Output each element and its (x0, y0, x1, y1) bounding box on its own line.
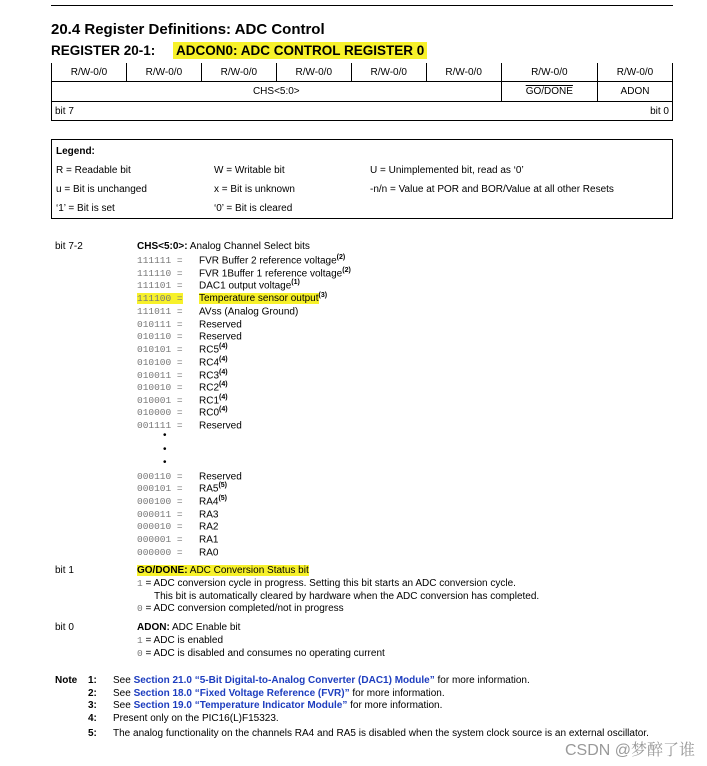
bit0-name: ADON: (137, 622, 170, 633)
register-title (51, 43, 427, 58)
chs-value-note: (4) (219, 356, 228, 363)
bit1-line1-value: 1 (137, 578, 143, 589)
chs-code: 000010 = (137, 521, 183, 532)
access-cell: R/W-0/0 (351, 63, 426, 82)
chs-value (199, 254, 345, 266)
field-chs: CHS<5:0> (52, 82, 502, 102)
chs-value (199, 495, 227, 507)
bit1-line2: This bit is automatically cleared by hardware when the ADC conversion has completed. (154, 591, 540, 602)
chs-value (199, 369, 228, 381)
bit1-heading (137, 565, 309, 576)
chs-code (137, 293, 183, 304)
access-cell: R/W-0/0 (126, 63, 201, 82)
chs-code: 010111 = (137, 319, 183, 330)
bit-left: bit 7 (55, 105, 74, 117)
chs-heading (137, 241, 310, 252)
chs-value-label: Reserved (199, 319, 242, 331)
legend-unchanged: u = Bit is unchanged (56, 184, 147, 195)
legend-set: ‘1’ = Bit is set (56, 203, 115, 214)
bit0-line1-value: 1 (137, 635, 143, 646)
note-1 (113, 675, 530, 686)
chs-value-note: (5) (218, 495, 228, 502)
bit0-line2-text: = ADC is disabled and consumes no operating current (142, 648, 385, 659)
go-done-label: GO/DONE (525, 86, 573, 97)
bit1-line3 (137, 603, 344, 614)
ellipsis-dot: • (163, 457, 167, 468)
chs-value (199, 356, 228, 368)
chs-value-label: DAC1 output voltage (199, 280, 292, 292)
field-go-done (501, 82, 597, 102)
chs-code: 010100 = (137, 357, 183, 368)
chs-code: 111111 = (137, 255, 183, 266)
chs-value-label: RC3 (199, 370, 220, 382)
chs-value (199, 406, 228, 418)
chs-value (199, 279, 300, 291)
chs-value (199, 381, 228, 393)
bit-right: bit 0 (650, 105, 669, 117)
register-table (51, 63, 673, 121)
chs-code: 111011 = (137, 306, 183, 317)
note-2 (113, 688, 445, 699)
note-number: 4: (88, 713, 97, 724)
bit0-text: ADC Enable bit (169, 622, 241, 633)
legend-por: -n/n = Value at POR and BOR/Value at all other Resets (370, 184, 614, 195)
note-1-link[interactable]: Section 21.0 “5-Bit Digital-to-Analog Converter (DAC1) Module” (133, 675, 435, 686)
chs-value (199, 546, 218, 558)
bit0-line2-value: 0 (137, 648, 143, 659)
chs-value (199, 470, 242, 482)
bit0-range: bit 0 (55, 622, 74, 633)
chs-value (199, 330, 242, 342)
chs-value-note: (4) (219, 381, 228, 388)
chs-value (199, 520, 218, 532)
note-2-link[interactable]: Section 18.0 “Fixed Voltage Reference (FVR)” (133, 688, 350, 699)
chs-value (199, 292, 327, 304)
bit1-line3-text: = ADC conversion completed/not in progress (142, 603, 344, 614)
chs-value-label: FVR 1Buffer 1 reference voltage (199, 268, 343, 280)
chs-value-label: Reserved (199, 420, 242, 432)
legend-unimplemented: U = Unimplemented bit, read as ‘0’ (370, 165, 524, 176)
chs-value-label: RC1 (199, 395, 220, 407)
chs-value (199, 318, 242, 330)
chs-code: 000001 = (137, 534, 183, 545)
chs-code: 010001 = (137, 395, 183, 406)
top-rule (51, 5, 673, 6)
chs-value (199, 343, 228, 355)
legend-readable: R = Readable bit (56, 165, 131, 176)
bit0-line1 (137, 635, 223, 646)
chs-code: 111110 = (137, 268, 183, 279)
section-title: 20.4 Register Definitions: ADC Control (51, 21, 325, 38)
chs-value (199, 508, 218, 520)
chs-code: 010010 = (137, 382, 183, 393)
chs-value (199, 267, 351, 279)
chs-value-note: (2) (342, 267, 351, 274)
chs-bit-range: bit 7-2 (55, 241, 83, 252)
chs-code: 001111 = (137, 420, 183, 431)
chs-code: 000000 = (137, 547, 183, 558)
chs-code-highlight: 111100 = (137, 293, 183, 304)
chs-code: 010101 = (137, 344, 183, 355)
chs-name: CHS<5:0>: (137, 241, 188, 252)
bit0-line1-text: = ADC is enabled (142, 635, 224, 646)
chs-value-label: RA2 (199, 521, 219, 533)
chs-code: 000110 = (137, 471, 183, 482)
chs-value-label: Temperature sensor output (199, 293, 319, 305)
register-label: REGISTER 20-1: (51, 43, 156, 58)
note-3-suffix: for more information. (347, 700, 443, 711)
chs-value (199, 482, 227, 494)
bit1-name: GO/DONE: (137, 565, 188, 576)
chs-value-note: (2) (336, 254, 346, 261)
chs-value-label: FVR Buffer 2 reference voltage (199, 255, 337, 267)
chs-code: 010011 = (137, 370, 183, 381)
chs-value-label: RC0 (199, 407, 220, 419)
chs-value-label: RC2 (199, 382, 220, 394)
access-cell: R/W-0/0 (598, 63, 673, 82)
chs-value-label: Reserved (199, 331, 242, 343)
chs-code: 000101 = (137, 483, 183, 494)
chs-value-label: RA3 (199, 509, 219, 521)
bit0-heading (137, 622, 240, 633)
chs-value-label: RC5 (199, 344, 220, 356)
chs-value (199, 419, 242, 431)
note-number: 1: (88, 675, 97, 686)
bit1-text: ADC Conversion Status bit (187, 565, 309, 576)
watermark: CSDN @梦醉了谁 (564, 742, 695, 759)
bit1-range: bit 1 (55, 565, 74, 576)
note-3-prefix: See (113, 700, 134, 711)
access-cell: R/W-0/0 (52, 63, 127, 82)
chs-value-note: (4) (219, 343, 228, 350)
chs-value-note: (1) (291, 279, 300, 286)
chs-value-label: RA1 (199, 534, 219, 546)
access-cell: R/W-0/0 (201, 63, 276, 82)
chs-value (199, 305, 298, 317)
chs-value-label: RA4 (199, 496, 219, 508)
access-cell: R/W-0/0 (276, 63, 351, 82)
note-label: Note (55, 675, 78, 686)
chs-code: 000100 = (137, 496, 183, 507)
legend-box (51, 139, 673, 219)
access-cell: R/W-0/0 (501, 63, 597, 82)
bit1-line1-text: = ADC conversion cycle in progress. Setting this bit starts an ADC conversion cycle. (142, 578, 516, 589)
chs-value-note: (4) (219, 406, 228, 413)
access-cell: R/W-0/0 (426, 63, 501, 82)
ellipsis-dot: • (163, 430, 167, 441)
field-adon: ADON (598, 82, 673, 102)
chs-value-note: (4) (219, 369, 228, 376)
legend-title: Legend: (56, 146, 95, 157)
bit0-line2 (137, 648, 385, 659)
chs-value-label: RC4 (199, 357, 220, 369)
note-3-link[interactable]: Section 19.0 “Temperature Indicator Module” (133, 700, 348, 711)
register-name: ADCON0: ADC CONTROL REGISTER 0 (173, 42, 427, 59)
chs-text: Analog Channel Select bits (187, 241, 310, 252)
chs-value-label: RA0 (199, 547, 219, 559)
note-3 (113, 700, 442, 711)
chs-value-note: (4) (219, 394, 228, 401)
note-number: 3: (88, 700, 97, 711)
note-1-suffix: for more information. (434, 675, 530, 686)
chs-value-label: Reserved (199, 471, 242, 483)
bit1-line3-value: 0 (137, 603, 143, 614)
note-2-suffix: for more information. (349, 688, 445, 699)
chs-value-label: AVss (Analog Ground) (199, 306, 299, 318)
legend-unknown: x = Bit is unknown (214, 184, 295, 195)
note-number: 5: (88, 728, 97, 739)
ellipsis-dot: • (163, 444, 167, 455)
chs-value-note: (5) (218, 482, 228, 489)
note-2-prefix: See (113, 688, 134, 699)
chs-value (199, 533, 218, 545)
legend-cleared: ‘0’ = Bit is cleared (214, 203, 293, 214)
chs-code: 010110 = (137, 331, 183, 342)
note-5: The analog functionality on the channels RA4 and RA5 is disabled when the system clock source is an external oscillator. (113, 728, 649, 739)
chs-value-label: RA5 (199, 483, 219, 495)
note-4: Present only on the PIC16(L)F15323. (113, 713, 279, 724)
chs-code: 010000 = (137, 407, 183, 418)
note-1-prefix: See (113, 675, 134, 686)
note-number: 2: (88, 688, 97, 699)
bit-range-row (52, 102, 673, 121)
chs-value-note: (3) (318, 292, 328, 299)
chs-code: 111101 = (137, 280, 183, 291)
legend-writable: W = Writable bit (214, 165, 285, 176)
bit1-line1 (137, 578, 516, 589)
chs-code: 000011 = (137, 509, 183, 520)
chs-value (199, 394, 228, 406)
